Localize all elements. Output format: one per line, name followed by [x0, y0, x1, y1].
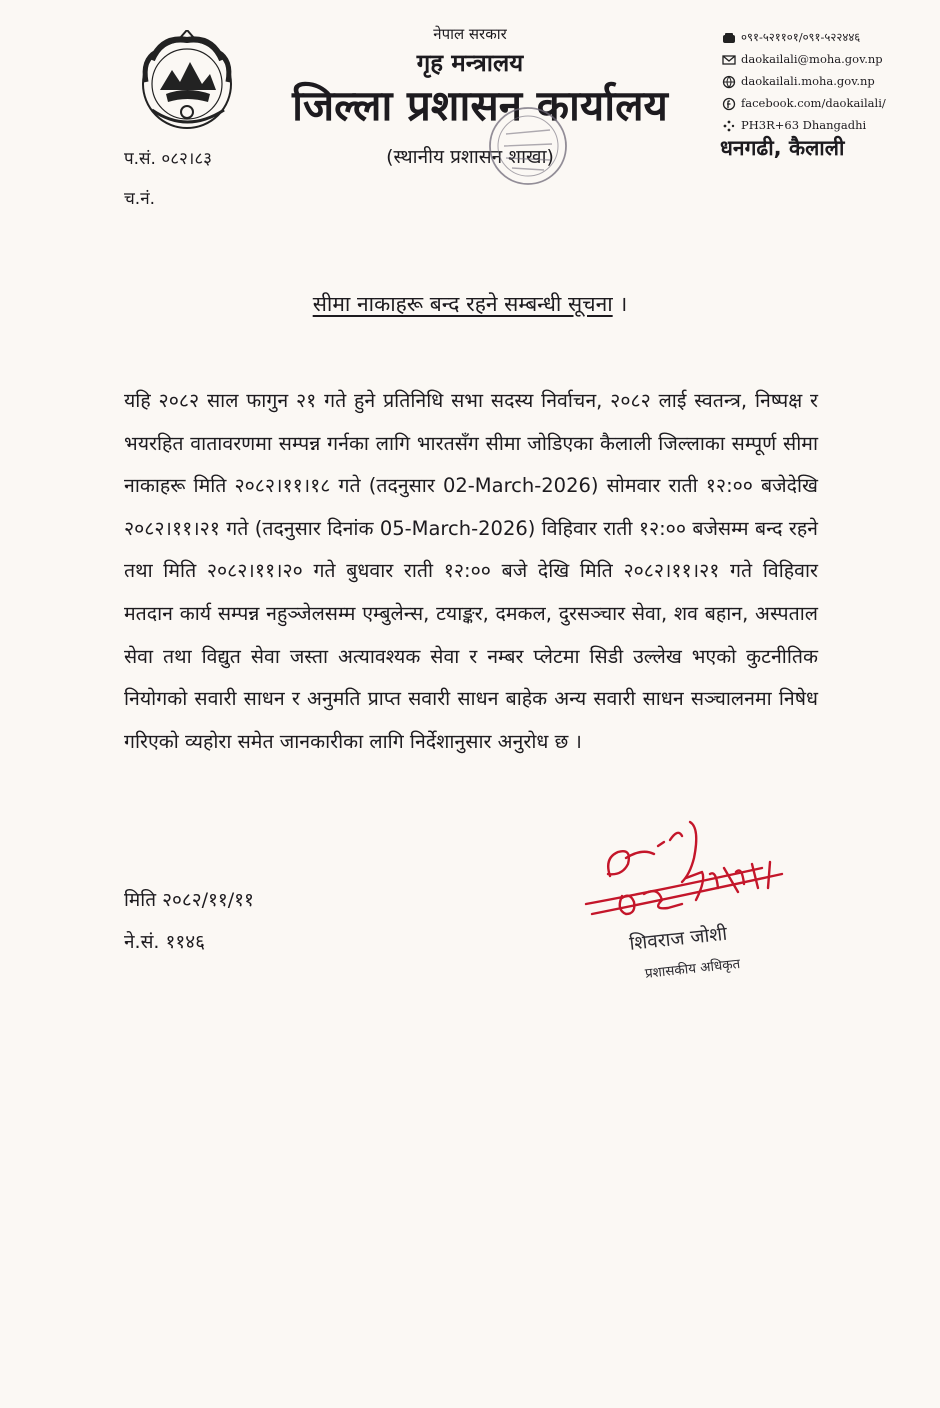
contact-phone-row [722, 26, 932, 48]
notice-subject-text: सीमा नाकाहरू बन्द रहने सम्बन्धी सूचना [312, 292, 613, 316]
contact-phone: ०९१-५२११०१/०९१-५२२४४६ [741, 30, 861, 44]
email-icon [722, 52, 736, 66]
nepal-sambat-number: ने.सं. ११४६ [124, 931, 206, 953]
notice-body: यहि २०८२ साल फागुन २१ गते हुने प्रतिनिधि सभा सदस्य निर्वाचन, २०८२ लाई स्वतन्त्र, निष्पक्ष र भयरहित वातावरणमा सम्पन्न गर्नका लागि भारतसँग सीमा जोडिएका कैलाली जिल्लाका सम्पूर्ण सीमा नाकाहरू मिति २०८२।११।१८ गते (तदनुसार 02-March-2026) सोमवार राती १२:०० बजेदेखि २०८२।११।२१ गते (तदनुसार दिनांक 05-March-2026) विहिवार राती १२:०० बजेसम्म बन्द रहने तथा मिति २०८२।११।२० गते बुधवार राती १२:०० बजे देखि मिति २०८२।११।२१ गते विहिवार मतदान कार्य सम्पन्न नहुञ्जेलसम्म एम्बुलेन्स, टयाङ्कर, दमकल, दुरसञ्चार सेवा, शव बहान, अस्पताल सेवा तथा विद्युत सेवा जस्ता अत्यावश्यक सेवा र नम्बर प्लेटमा सिडी उल्लेख भएको कुटनीतिक नियोगको सवारी साधन र अनुमति प्राप्त सवारी साधन बाहेक अन्य सवारी साधन सञ्चालनमा निषेध गरिएको व्यहोरा समेत जानकारीका लागि निर्देशानुसार अनुरोध छ । [124, 389, 818, 753]
contact-location-row [722, 114, 932, 136]
contact-website[interactable]: daokailali.moha.gov.np [741, 74, 875, 88]
government-name: नेपाल सरकार [433, 25, 507, 43]
contact-facebook[interactable]: facebook.com/daokailali/ [741, 96, 886, 110]
chalani-number: च.नं. [124, 189, 156, 209]
signatory-title: प्रशासकीय अधिकृत [644, 955, 742, 982]
notice-subject-end: । [612, 292, 628, 316]
issue-date: मिति २०८२/११/११ [124, 889, 254, 911]
handwritten-signature [582, 818, 802, 928]
contact-pluscode: PH3R+63 Dhangadhi [741, 118, 867, 132]
contact-info [722, 26, 932, 136]
contact-email-row[interactable] [722, 48, 932, 70]
location-icon [722, 118, 736, 132]
phone-icon [722, 30, 736, 44]
office-title: जिल्ला प्रशासन कार्यालय [292, 81, 668, 130]
contact-facebook-row[interactable] [722, 92, 932, 114]
globe-icon [722, 74, 736, 88]
contact-email[interactable]: daokailali@moha.gov.np [741, 52, 883, 66]
office-seal-stamp [486, 104, 570, 188]
office-location: धनगढी, कैलाली [720, 136, 845, 160]
contact-website-row[interactable] [722, 70, 932, 92]
notice-subject [0, 290, 940, 318]
facebook-icon [722, 96, 736, 110]
signatory-name: शिवराज जोशी [628, 922, 729, 955]
branch-name: (स्थानीय प्रशासन शाखा) [386, 146, 554, 168]
ministry-name: गृह मन्त्रालय [416, 49, 524, 77]
patra-sankhya: प.सं. ०८२।८३ [124, 149, 213, 169]
